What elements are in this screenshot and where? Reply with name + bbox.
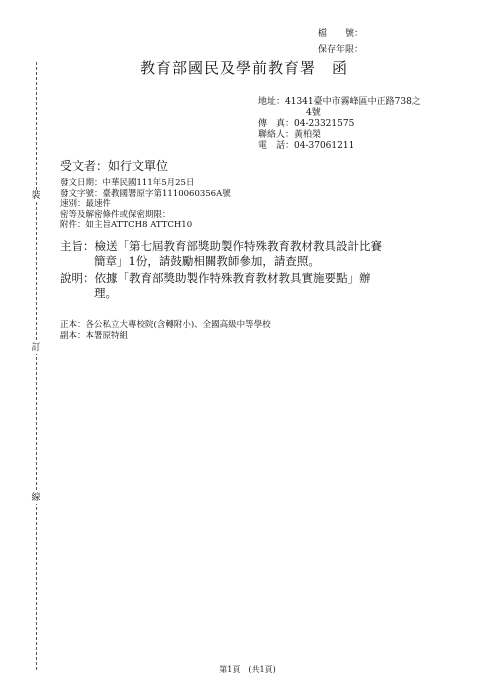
distribution-block: [60, 320, 271, 342]
file-number-label: 檔 號：: [318, 29, 364, 39]
binding-char-xian: 線: [31, 493, 41, 503]
subject-line-2: 簡章」1份，請鼓勵相關教師參加，請查照。: [94, 254, 320, 268]
issue-date: 發文日期：中華民國111年5月25日: [60, 178, 195, 188]
binding-line: [36, 62, 37, 670]
phone-line: 電 話：04-37061211: [258, 141, 355, 151]
page-number: 第1頁 (共1頁): [219, 665, 276, 674]
attachment: 附件：如主旨ATTCH8 ATTCH10: [60, 220, 193, 231]
delivery-speed: 速別：最速件: [60, 199, 112, 210]
binding-char-zhuang: 裝: [31, 191, 41, 201]
explanation-line-2: 理。: [94, 286, 117, 300]
fax-line: 傳 真：04-23321575: [258, 119, 355, 129]
document-number: 發文字號：臺教國署原字第1110060356A號: [60, 188, 231, 199]
subject-line-1: 主旨：檢送「第七屆教育部獎助製作特殊教育教材教具設計比賽: [60, 239, 382, 253]
contact-block: [258, 97, 421, 152]
contact-person-line: 聯絡人：黃柏榮: [258, 130, 322, 140]
meta-block: [60, 178, 231, 231]
document-title: 教育部國民及學前教育署 函: [140, 59, 349, 77]
recipient: 受文者：如行文單位: [60, 159, 169, 173]
secrecy-level: 密等及解密條件或保密期限：: [60, 209, 171, 220]
copy-recipients: 副本：本署原特組: [60, 331, 129, 341]
address-line-1: 地址：41341臺中市霧峰區中正路738之: [258, 97, 421, 107]
main-recipients: 正本：各公私立大專校院(含轉附小)、全國高級中等學校: [60, 320, 271, 330]
binding-char-ding: 訂: [31, 343, 41, 353]
retention-period-label: 保存年限：: [318, 45, 364, 55]
subject-block: [60, 239, 382, 269]
explanation-block: [60, 271, 371, 301]
address-line-2: 4號: [306, 108, 321, 118]
explanation-line-1: 說明：依據「教育部獎助製作特殊教育教材教具實施要點」辦: [60, 271, 371, 285]
